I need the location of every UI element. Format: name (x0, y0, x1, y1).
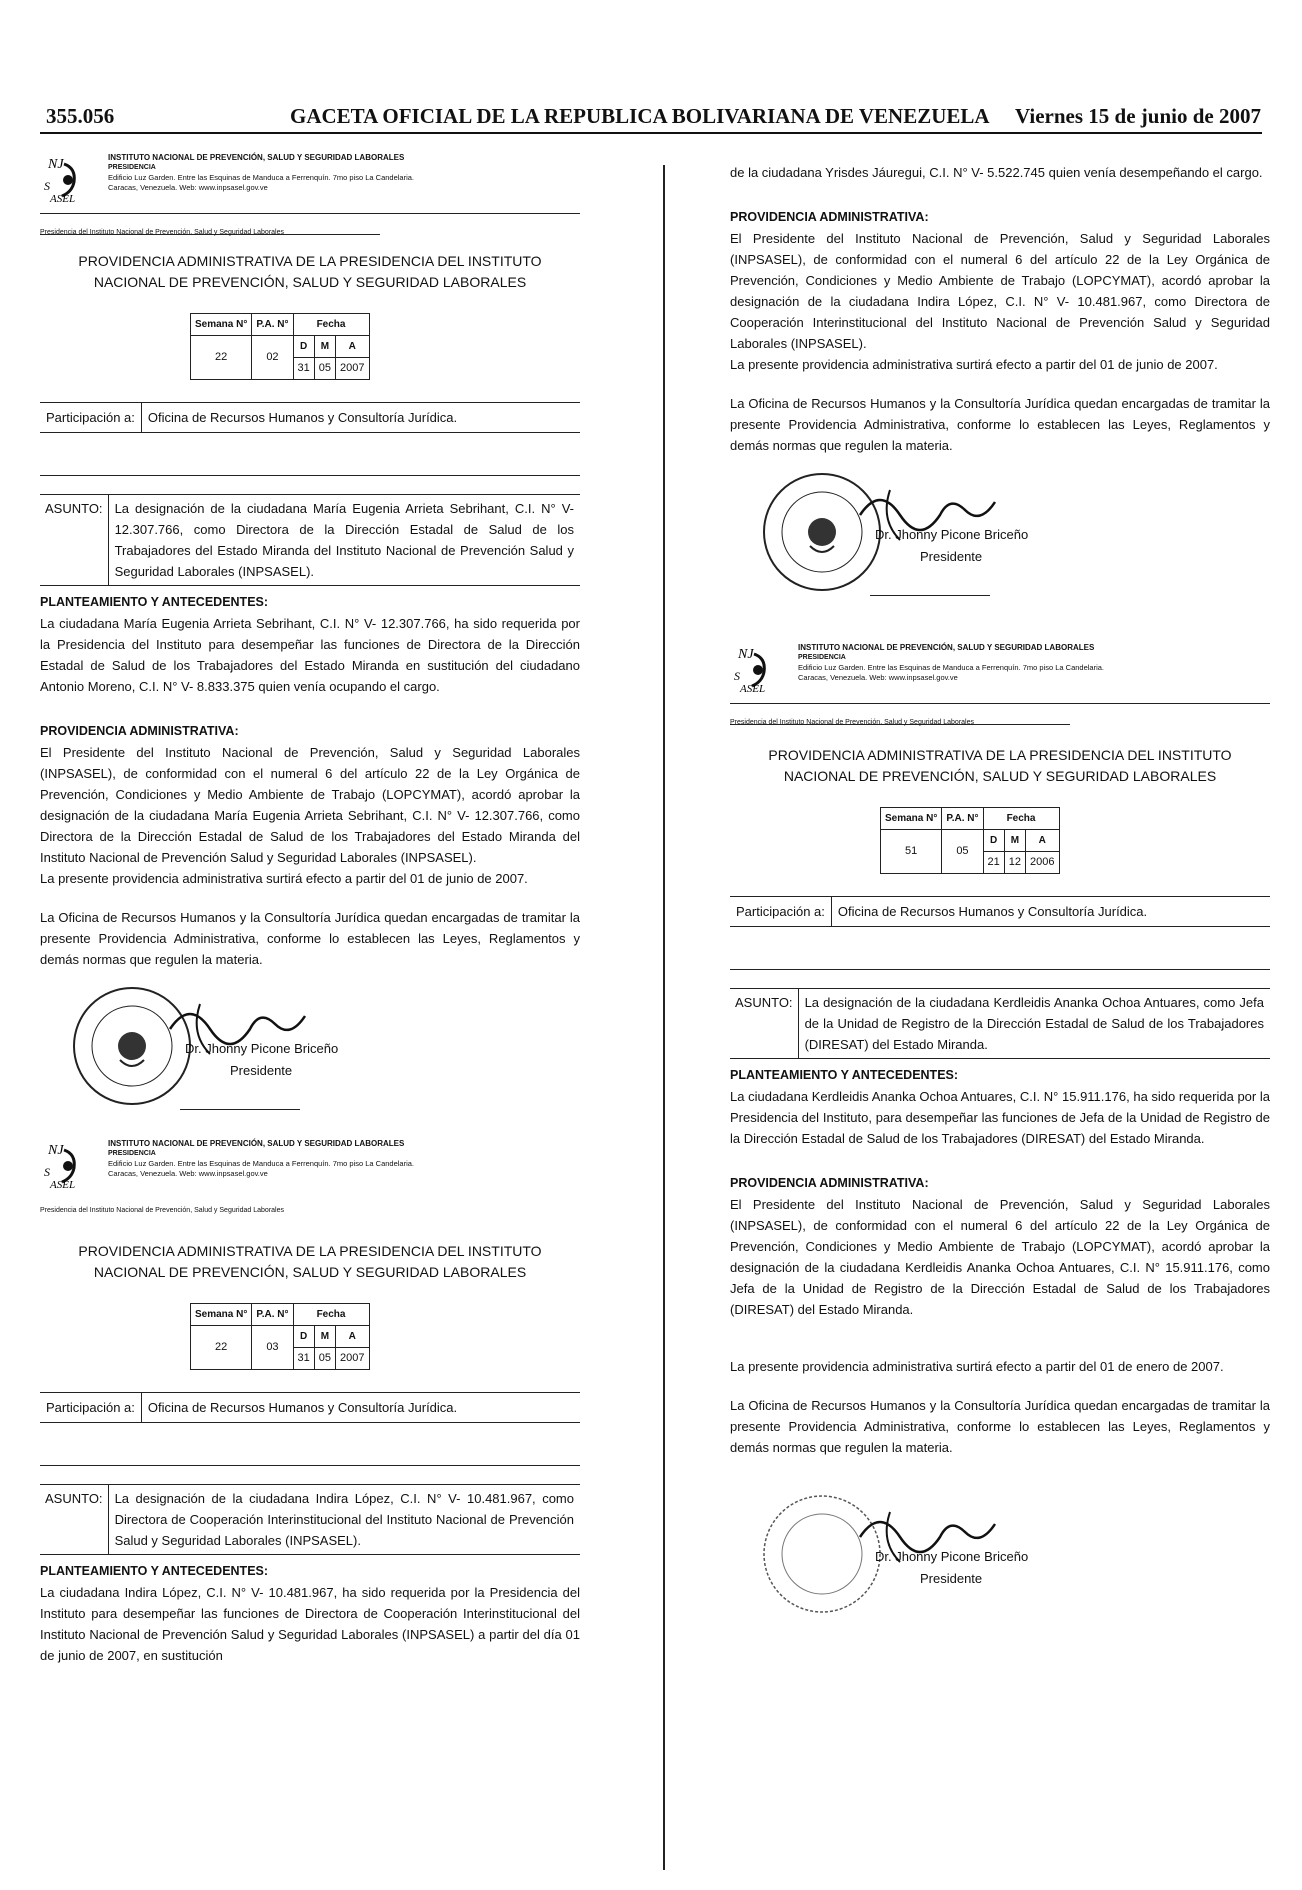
asunto-text: La designación de la ciudadana María Eugenia Arrieta Sebrihant, C.I. N° V- 12.307.766, como Directora de la Dirección Estadal de Salud de los Trabajadores del Estado Miranda del Instituto Nacional de Prevención Salud y Seguridad Laborales (INPSASEL). (114, 501, 574, 579)
institute-name: INSTITUTO NACIONAL DE PREVENCIÓN, SALUD Y SEGURIDAD LABORALES (798, 643, 1095, 652)
semana-value: 22 (191, 336, 252, 380)
svg-text:S: S (44, 179, 50, 193)
planteamiento-text: La ciudadana Kerdleidis Ananka Ochoa Antuares, C.I. N° 15.911.176, ha sido requerida por la Presidencia del Instituto, para desempeñar las funciones de Jefa de la Unidad de Registro de la Dirección Estadal de Salud de los Trabajadores (DIRESAT) del Estado Miranda. (730, 1089, 1270, 1146)
date-table (880, 807, 1060, 874)
inpsasel-logo-icon (42, 1136, 106, 1200)
efecto-text: La presente providencia administrativa surtirá efecto a partir del 01 de enero de 2007. (730, 1359, 1224, 1374)
asunto-label: ASUNTO: (40, 1485, 109, 1554)
asunto-label: ASUNTO: (730, 989, 799, 1058)
inpsasel-logo-icon (732, 640, 796, 704)
d-header: D (293, 1326, 314, 1348)
year-value: 2007 (336, 1348, 369, 1370)
institute-header (40, 1136, 580, 1231)
date-table (190, 313, 370, 380)
asunto-row (730, 988, 1270, 1059)
oficina-text: La Oficina de Recursos Humanos y la Consultoría Jurídica quedan encargadas de tramitar la presente Providencia Administrativa, conforme lo establecen las Leyes, Reglamentos y demás normas que regulen la materia. (730, 1398, 1270, 1455)
svg-text:NJ: NJ (48, 1143, 64, 1158)
institute-address: Edificio Luz Garden. Entre las Esquinas de Manduca a Ferrenquín. 7mo piso La Candelaria. (798, 663, 1105, 672)
left-column (40, 150, 580, 1666)
signatory-title: Presidente (920, 549, 983, 564)
institute-header (40, 150, 580, 245)
institute-name: INSTITUTO NACIONAL DE PREVENCIÓN, SALUD Y SEGURIDAD LABORALES (108, 1139, 405, 1148)
a-header: A (336, 336, 369, 358)
svg-text:S: S (734, 669, 740, 683)
pa-header: P.A. N° (252, 314, 293, 336)
d-header: D (983, 830, 1004, 852)
institute-city-web: Caracas, Venezuela. Web: www.inpsasel.gov.ve (108, 183, 268, 192)
fecha-header: Fecha (293, 314, 369, 336)
participacion-row (730, 896, 1270, 927)
semana-header: Semana N° (881, 808, 942, 830)
month-value: 12 (1004, 852, 1025, 874)
day-value: 31 (293, 1348, 314, 1370)
planteamiento-heading: PLANTEAMIENTO Y ANTECEDENTES: (40, 1564, 269, 1578)
planteamiento-heading: PLANTEAMIENTO Y ANTECEDENTES: (40, 595, 269, 609)
planteamiento-heading: PLANTEAMIENTO Y ANTECEDENTES: (730, 1068, 959, 1082)
institute-header (730, 640, 1270, 735)
page-number: 355.056 (46, 104, 115, 128)
institute-address: Edificio Luz Garden. Entre las Esquinas de Manduca a Ferrenquín. 7mo piso La Candelaria. (108, 173, 415, 182)
signatory-name: Dr. Jhonny Picone Briceño (875, 1549, 1029, 1564)
year-value: 2006 (1026, 852, 1059, 874)
date-table (190, 1303, 370, 1370)
providencia-text: El Presidente del Instituto Nacional de Prevención, Salud y Seguridad Laborales (INPSASEL), de conformidad con el numeral 6 del artículo 22 de la Ley Orgánica de Prevención, Condiciones y Medio Ambiente de Trabajo (LOPCYMAT), acordó aprobar la designación de la ciudadana Indira López, C.I. N° V- 10.481.967, como Directora de Cooperación Interinstitucional del Instituto Nacional de Prevención Salud y Seguridad Laborales (INPSASEL). (730, 231, 1270, 351)
svg-text:ASEL: ASEL (50, 1179, 76, 1191)
inpsasel-logo-icon (42, 150, 106, 214)
providencia-title: PROVIDENCIA ADMINISTRATIVA DE LA PRESIDENCIA DEL INSTITUTO NACIONAL DE PREVENCIÓN, SALUD Y SEGURIDAD LABORALES (78, 1243, 542, 1280)
oficina-text: La Oficina de Recursos Humanos y la Consultoría Jurídica quedan encargadas de tramitar la presente Providencia Administrativa, conforme lo establecen las Leyes, Reglamentos y demás normas que regulen la materia. (730, 396, 1270, 453)
providencia-text: El Presidente del Instituto Nacional de Prevención, Salud y Seguridad Laborales (INPSASEL), de conformidad con el numeral 6 del artículo 22 de la Ley Orgánica de Prevención, Condiciones y Medio Ambiente de Trabajo (LOPCYMAT), acordó aprobar la designación de la ciudadana Kerdleidis Ananka Ochoa Antuares, C.I. N° 15.911.176, como Jefa de la Unidad de Registro de la Dirección Estadal de Salud de los Trabajadores (DIRESAT) del Estado Miranda. (730, 1197, 1270, 1317)
divider (40, 1465, 580, 1466)
fecha-header: Fecha (983, 808, 1059, 830)
efecto-text: La presente providencia administrativa surtirá efecto a partir del 01 de junio de 2007. (730, 357, 1218, 372)
providencia-title: PROVIDENCIA ADMINISTRATIVA DE LA PRESIDENCIA DEL INSTITUTO NACIONAL DE PREVENCIÓN, SALUD Y SEGURIDAD LABORALES (78, 253, 542, 290)
institute-office: PRESIDENCIA (108, 164, 156, 171)
efecto-text: La presente providencia administrativa surtirá efecto a partir del 01 de junio de 2007. (40, 871, 528, 886)
svg-text:ASEL: ASEL (740, 683, 766, 695)
providencia-title: PROVIDENCIA ADMINISTRATIVA DE LA PRESIDENCIA DEL INSTITUTO NACIONAL DE PREVENCIÓN, SALUD Y SEGURIDAD LABORALES (768, 747, 1232, 784)
institute-office: PRESIDENCIA (798, 654, 846, 661)
semana-value: 22 (191, 1326, 252, 1370)
signature-block (730, 1492, 1270, 1622)
institute-city-web: Caracas, Venezuela. Web: www.inpsasel.gov.ve (108, 1169, 268, 1178)
pa-value: 05 (942, 830, 983, 874)
signatory-name: Dr. Jhonny Picone Briceño (875, 527, 1029, 542)
m-header: M (1004, 830, 1025, 852)
asunto-text: La designación de la ciudadana Indira López, C.I. N° V- 10.481.967, como Directora de Cooperación Interinstitucional del Instituto Nacional de Prevención Salud y Seguridad Laborales (INPSASEL). (114, 1491, 574, 1548)
oficina-text: La Oficina de Recursos Humanos y la Consultoría Jurídica quedan encargadas de tramitar la presente Providencia Administrativa, conforme lo establecen las Leyes, Reglamentos y demás normas que regulen la materia. (40, 910, 580, 967)
participacion-label: Participación a: (730, 897, 832, 926)
year-value: 2007 (336, 358, 369, 380)
institute-name: INSTITUTO NACIONAL DE PREVENCIÓN, SALUD Y SEGURIDAD LABORALES (108, 153, 405, 162)
institute-address: Edificio Luz Garden. Entre las Esquinas de Manduca a Ferrenquín. 7mo piso La Candelaria. (108, 1159, 415, 1168)
day-value: 31 (293, 358, 314, 380)
planteamiento-continuation: de la ciudadana Yrisdes Jáuregui, C.I. N° V- 5.522.745 quien venía desempeñando el cargo. (730, 165, 1263, 180)
a-header: A (336, 1326, 369, 1348)
planteamiento-text: La ciudadana María Eugenia Arrieta Sebrihant, C.I. N° V- 12.307.766, ha sido requerida por la Presidencia del Instituto para desempeñar las funciones de Directora de la Dirección Estadal de Salud de los Trabajadores del Estado Miranda en sustitución del ciudadano Antonio Moreno, C.I. N° V- 8.833.375 quien venía ocupando el cargo. (40, 616, 580, 694)
asunto-row (40, 1484, 580, 1555)
fecha-header: Fecha (293, 1304, 369, 1326)
signature-block (40, 984, 580, 1114)
svg-text:NJ: NJ (738, 647, 754, 662)
column-divider (663, 165, 665, 1870)
signatory-name: Dr. Jhonny Picone Briceño (185, 1041, 339, 1056)
participacion-value: Oficina de Recursos Humanos y Consultoría Jurídica. (147, 1400, 458, 1415)
pa-value: 02 (252, 336, 293, 380)
divider (730, 969, 1270, 970)
pa-header: P.A. N° (252, 1304, 293, 1326)
svg-text:S: S (44, 1165, 50, 1179)
participacion-label: Participación a: (40, 1393, 142, 1422)
month-value: 05 (314, 1348, 335, 1370)
providencia-heading: PROVIDENCIA ADMINISTRATIVA: (40, 724, 239, 738)
participacion-label: Participación a: (40, 403, 142, 432)
semana-header: Semana N° (191, 314, 252, 336)
institute-footer: Presidencia del Instituto Nacional de Prevención, Salud y Seguridad Laborales (40, 1207, 284, 1214)
asunto-row (40, 494, 580, 586)
providencia-heading: PROVIDENCIA ADMINISTRATIVA: (730, 1176, 929, 1190)
participacion-value: Oficina de Recursos Humanos y Consultoría Jurídica. (837, 904, 1148, 919)
m-header: M (314, 1326, 335, 1348)
divider (40, 475, 580, 476)
pa-header: P.A. N° (942, 808, 983, 830)
participacion-value: Oficina de Recursos Humanos y Consultoría Jurídica. (147, 410, 458, 425)
issue-date: Viernes 15 de junio de 2007 (1015, 104, 1261, 128)
providencia-text: El Presidente del Instituto Nacional de Prevención, Salud y Seguridad Laborales (INPSASEL), de conformidad con el numeral 6 del artículo 22 de la Ley Orgánica de Prevención, Condiciones y Medio Ambiente de Trabajo (LOPCYMAT), acordó aprobar la designación de la ciudadana María Eugenia Arrieta Sebrihant, C.I. N° V- 12.307.766, como Directora de la Dirección Estadal de Salud de los Trabajadores del Estado Miranda del Instituto Nacional de Prevención Salud y Seguridad Laborales (INPSASEL). (40, 745, 580, 865)
right-column (730, 162, 1270, 1622)
pa-value: 03 (252, 1326, 293, 1370)
signatory-title: Presidente (920, 1571, 983, 1586)
institute-city-web: Caracas, Venezuela. Web: www.inpsasel.gov.ve (798, 673, 958, 682)
semana-header: Semana N° (191, 1304, 252, 1326)
day-value: 21 (983, 852, 1004, 874)
header-rule (40, 132, 1262, 134)
m-header: M (314, 336, 335, 358)
signature-block (730, 470, 1270, 600)
svg-text:NJ: NJ (48, 157, 64, 172)
a-header: A (1026, 830, 1059, 852)
asunto-label: ASUNTO: (40, 495, 109, 585)
svg-text:ASEL: ASEL (50, 193, 76, 205)
institute-office: PRESIDENCIA (108, 1150, 156, 1157)
month-value: 05 (314, 358, 335, 380)
participacion-row (40, 402, 580, 433)
semana-value: 51 (881, 830, 942, 874)
participacion-row (40, 1392, 580, 1423)
gazette-title: GACETA OFICIAL DE LA REPUBLICA BOLIVARIANA DE VENEZUELA (290, 104, 990, 128)
providencia-heading: PROVIDENCIA ADMINISTRATIVA: (730, 210, 929, 224)
d-header: D (293, 336, 314, 358)
signatory-title: Presidente (230, 1063, 293, 1078)
institute-footer: Presidencia del Instituto Nacional de Prevención, Salud y Seguridad Laborales (730, 719, 974, 726)
planteamiento-text: La ciudadana Indira López, C.I. N° V- 10.481.967, ha sido requerida por la Presidencia del Instituto para desempeñar las funciones de Directora de Cooperación Interinstitucional del Instituto Nacional de Prevención Salud y Seguridad Laborales (INPSASEL) a partir del día 01 de junio de 2007, en sustitución (40, 1585, 580, 1663)
institute-footer: Presidencia del Instituto Nacional de Prevención, Salud y Seguridad Laborales (40, 229, 284, 236)
asunto-text: La designación de la ciudadana Kerdleidis Ananka Ochoa Antuares, como Jefa de la Unidad de Registro de la Dirección Estadal de Salud de los Trabajadores (DIRESAT) del Estado Miranda. (804, 995, 1264, 1052)
